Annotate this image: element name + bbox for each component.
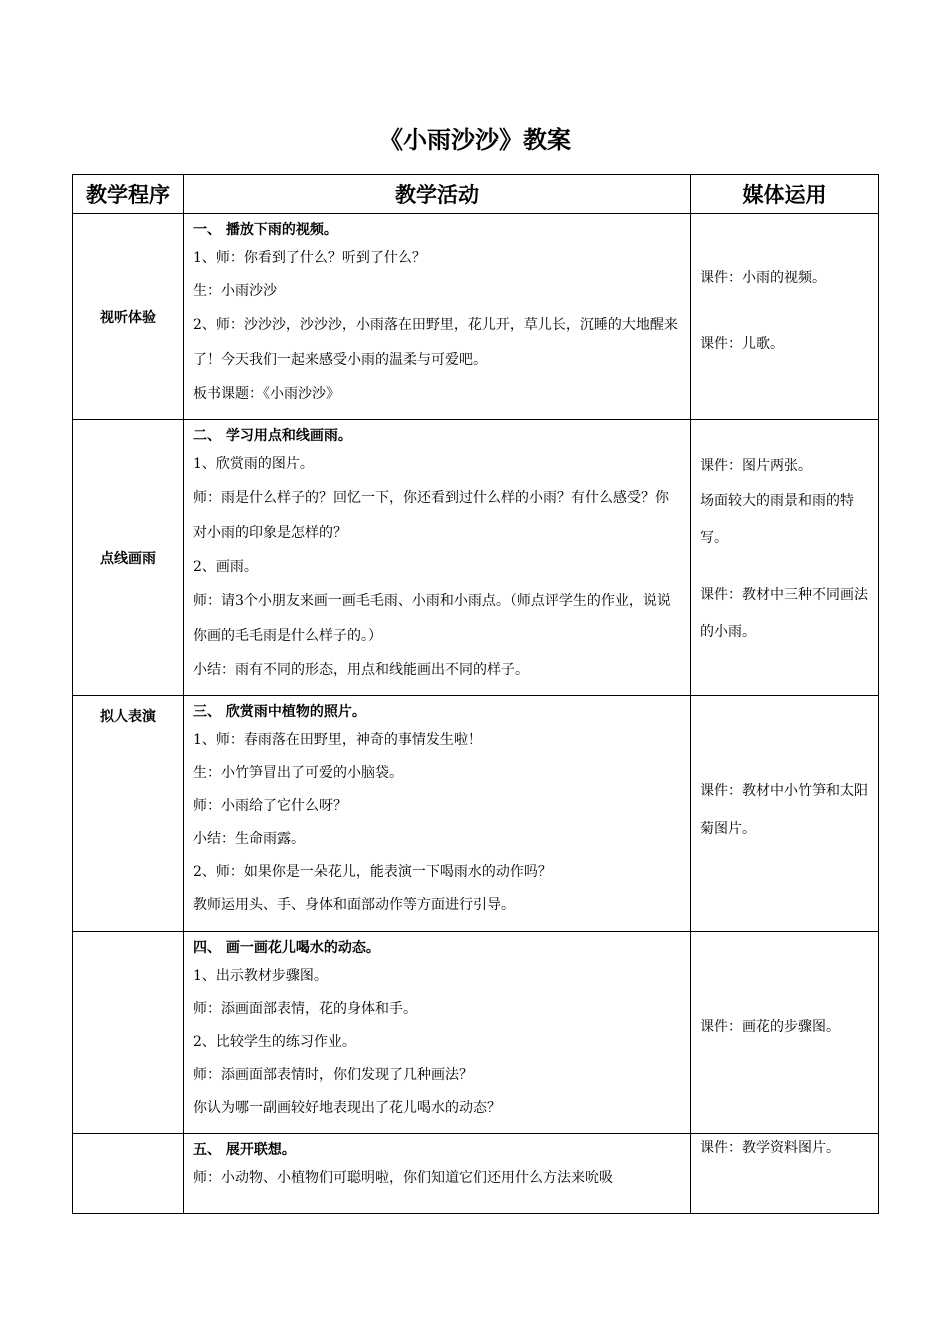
activity-cell <box>184 420 691 696</box>
activity-line: 师：添画面部表情，花的身体和手。 <box>193 1001 417 1017</box>
activity-line: 生：小竹笋冒出了可爱的小脑袋。 <box>193 765 403 781</box>
activity-cell <box>184 696 691 932</box>
activity-line: 1、师：你看到了什么？听到了什么？ <box>193 250 426 266</box>
activity-line: 1、欣赏雨的图片。 <box>193 456 314 472</box>
activity-line: 生：小雨沙沙 <box>193 283 277 299</box>
stage-cell: 拟人表演 <box>73 696 184 932</box>
stage-cell <box>73 1134 184 1214</box>
activity-line: 师：小动物、小植物们可聪明啦，你们知道它们还用什么方法来吮吸 <box>193 1170 613 1186</box>
media-line: 课件：小雨的视频。 <box>700 270 826 286</box>
activity-cell <box>184 214 691 420</box>
media-line: 课件：教材中小竹笋和太阳菊图片。 <box>700 783 868 837</box>
section-heading: 四、 画一画花儿喝水的动态。 <box>193 940 380 956</box>
table-row <box>73 932 879 1134</box>
activity-line: 1、师：春雨落在田野里，神奇的事情发生啦！ <box>193 732 482 748</box>
media-line: 课件：教学资料图片。 <box>700 1140 840 1156</box>
media-line: 课件：画花的步骤图。 <box>700 1019 840 1035</box>
media-cell <box>691 420 879 696</box>
page-title: 《小雨沙沙》教案 <box>379 126 571 154</box>
table-row <box>73 420 879 696</box>
header-procedure: 教学程序 <box>73 175 184 214</box>
spacer <box>700 557 872 577</box>
section-heading: 五、 展开联想。 <box>193 1142 296 1158</box>
table-row <box>73 696 879 932</box>
activity-line: 师：雨是什么样子的？回忆一下，你还看到过什么样的小雨？有什么感受？你对小雨的印象是怎样的？ <box>193 490 669 541</box>
header-media: 媒体运用 <box>691 175 879 214</box>
media-line: 课件：教材中三种不同画法的小雨。 <box>700 587 868 640</box>
stage-cell <box>73 932 184 1134</box>
activity-line: 小结：雨有不同的形态，用点和线能画出不同的样子。 <box>193 662 529 678</box>
media-cell <box>691 932 879 1134</box>
lesson-plan-table <box>72 174 879 1214</box>
activity-line: 师：请3个小朋友来画一画毛毛雨、小雨和小雨点。（师点评学生的作业，说说你画的毛毛雨是什么样子的。） <box>193 593 671 644</box>
spacer <box>700 295 872 328</box>
activity-line: 2、画雨。 <box>193 559 258 575</box>
media-cell <box>691 1134 879 1214</box>
media-line: 课件：图片两张。 <box>700 458 812 474</box>
table-header-row <box>73 175 879 214</box>
stage-cell: 点线画雨 <box>73 420 184 696</box>
activity-line: 教师运用头、手、身体和面部动作等方面进行引导。 <box>193 897 515 913</box>
stage-cell: 视听体验 <box>73 214 184 420</box>
table-row <box>73 214 879 420</box>
activity-line: 小结：生命雨露。 <box>193 831 305 847</box>
activity-line: 师：添画面部表情时，你们发现了几种画法？ <box>193 1067 473 1083</box>
activity-line: 2、师：沙沙沙，沙沙沙，小雨落在田野里，花儿开，草儿长，沉睡的大地醒来了！今天我们一起来感受小雨的温柔与可爱吧。 <box>193 317 678 368</box>
activity-line: 你认为哪一副画较好地表现出了花儿喝水的动态？ <box>193 1100 501 1116</box>
activity-cell <box>184 932 691 1134</box>
activity-cell <box>184 1134 691 1214</box>
header-activity: 教学活动 <box>184 175 691 214</box>
section-heading: 三、 欣赏雨中植物的照片。 <box>193 704 366 720</box>
media-cell <box>691 214 879 420</box>
table-row <box>73 1134 879 1214</box>
section-heading: 二、 学习用点和线画雨。 <box>193 428 352 444</box>
section-heading: 一、 播放下雨的视频。 <box>193 222 338 238</box>
activity-line: 板书课题：《小雨沙沙》 <box>193 386 340 402</box>
media-line: 场面较大的雨景和雨的特写。 <box>700 493 854 546</box>
activity-line: 师：小雨给了它什么呀？ <box>193 798 347 814</box>
media-line: 课件：儿歌。 <box>700 336 784 352</box>
activity-line: 2、师：如果你是一朵花儿，能表演一下喝雨水的动作吗？ <box>193 864 552 880</box>
activity-line: 1、出示教材步骤图。 <box>193 968 328 984</box>
activity-line: 2、比较学生的练习作业。 <box>193 1034 356 1050</box>
media-cell <box>691 696 879 932</box>
